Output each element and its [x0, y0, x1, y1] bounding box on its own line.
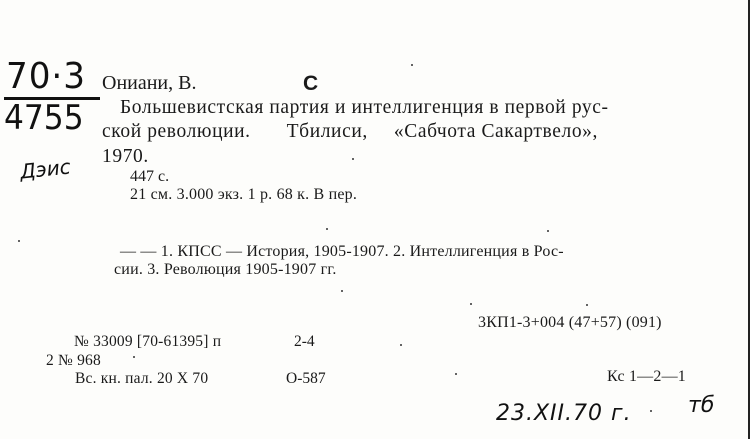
book-chamber-label: Вс. кн. пал. 20 Х 70	[75, 370, 209, 387]
order-number-line-2: 2 № 968	[46, 352, 101, 369]
scan-speck	[133, 356, 135, 358]
handwritten-note: Дэис	[18, 154, 72, 184]
call-number-top: 70·3	[6, 56, 86, 97]
title-line-2-part-a: ской революции.	[102, 121, 251, 142]
scan-speck	[411, 64, 413, 66]
title-line-2-publisher: «Сабчота Сакартвело»,	[393, 121, 599, 142]
title-line-2	[102, 121, 598, 143]
index-letter: С	[303, 72, 319, 95]
scan-speck	[400, 344, 402, 346]
scan-speck	[547, 230, 549, 232]
scan-speck	[18, 240, 20, 242]
scan-speck	[352, 158, 354, 160]
subject-headings-line-2: сии. 3. Революция 1905-1907 гг.	[114, 261, 337, 278]
pages: 447 с.	[130, 168, 170, 185]
subject-headings-line-1: — — 1. КПСС — История, 1905-1907. 2. Интеллигенция в Рос-	[120, 243, 564, 260]
title-line-2-place: Тбилиси,	[286, 121, 368, 142]
author: Ониани, В.	[102, 72, 197, 94]
call-number-bottom: 4755	[4, 98, 84, 138]
book-chamber-number: О-587	[286, 370, 326, 387]
scan-speck	[455, 373, 457, 375]
scan-speck	[326, 228, 328, 230]
order-number-line-1: № 33009 [70-61395] п	[74, 333, 222, 350]
handwritten-date: 23.XII.70 г.	[496, 401, 632, 426]
scan-speck	[650, 410, 652, 412]
order-number-suffix: 2-4	[294, 333, 315, 350]
scan-speck	[341, 290, 343, 292]
classification-code: 3КП1-3+004 (47+57) (091)	[478, 314, 662, 331]
scan-speck	[586, 304, 588, 306]
physical-description: 21 см. 3.000 экз. 1 р. 68 к. В пер.	[130, 186, 358, 203]
publication-year: 1970.	[102, 146, 149, 167]
scan-speck	[470, 303, 472, 305]
title-line-1: Большевистская партия и интеллигенция в первой рус-	[120, 97, 609, 118]
handwritten-mark: тб	[688, 393, 715, 418]
kc-code: Кс 1—2—1	[607, 368, 686, 385]
